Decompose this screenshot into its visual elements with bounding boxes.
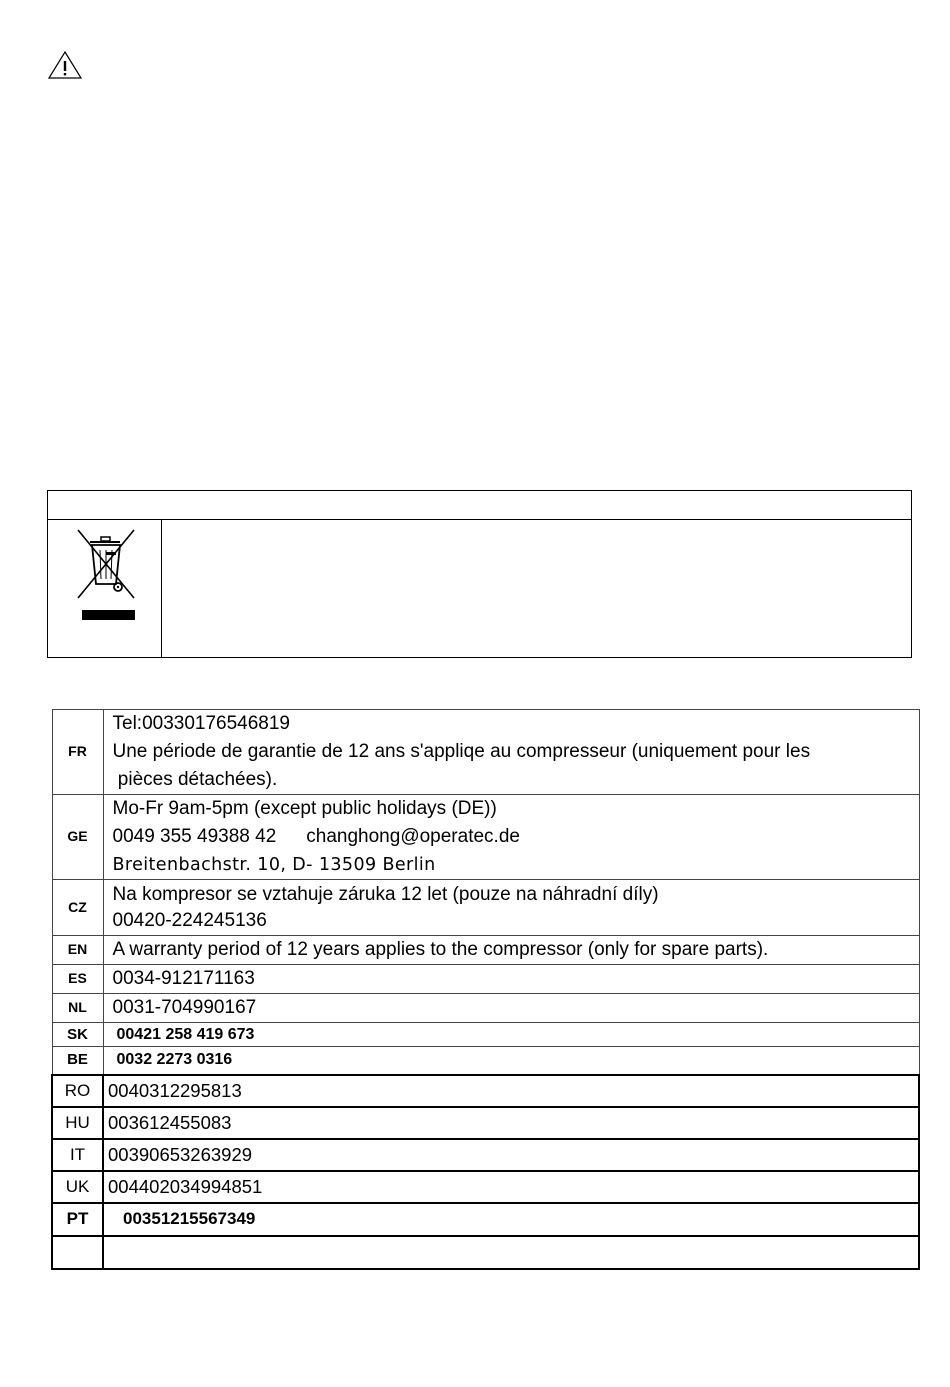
country-code: UK xyxy=(65,1176,90,1196)
contact-info-cell xyxy=(103,1236,919,1269)
country-code: SK xyxy=(67,1025,88,1043)
country-code: NL xyxy=(68,999,87,1015)
phone-number: 00421 258 419 673 xyxy=(116,1025,255,1043)
info-line: A warranty period of 12 years applies to the compressor (only for spare parts). xyxy=(112,939,769,960)
table-row xyxy=(52,1047,919,1075)
info-line: 0031-704990167 xyxy=(112,997,257,1018)
info-line: Mo-Fr 9am-5pm (except public holidays (DE)) xyxy=(112,798,497,819)
disposal-info-body xyxy=(48,520,911,657)
table-row xyxy=(52,1236,919,1269)
country-code-cell xyxy=(52,710,103,795)
warning-icon xyxy=(47,50,83,80)
phone-number: 0040312295813 xyxy=(108,1079,242,1101)
table-row xyxy=(52,1107,919,1139)
contact-info-cell xyxy=(103,710,919,795)
table-row xyxy=(52,710,919,795)
country-code: RO xyxy=(64,1080,91,1100)
contact-info-cell xyxy=(103,795,919,880)
info-line: Tel:00330176546819 xyxy=(112,713,291,734)
table-row xyxy=(52,994,919,1023)
disposal-icon-cell xyxy=(48,520,162,657)
contact-info-cell xyxy=(103,1171,919,1203)
country-code-cell xyxy=(52,795,103,880)
info-line xyxy=(113,823,919,851)
crossed-out-bin-icon xyxy=(74,526,138,626)
country-code-cell xyxy=(52,1023,103,1047)
contact-info-cell xyxy=(103,994,919,1023)
contact-info-cell xyxy=(103,1075,919,1107)
country-code-cell xyxy=(52,1139,103,1171)
country-code-cell xyxy=(52,965,103,994)
contact-info-cell xyxy=(103,1203,919,1236)
country-code-cell xyxy=(52,880,103,936)
country-code: FR xyxy=(68,743,87,759)
contact-info-cell xyxy=(103,1047,919,1075)
table-row xyxy=(52,1075,919,1107)
country-code: GE xyxy=(67,828,88,844)
country-code-cell xyxy=(52,1203,103,1236)
info-line: Une période de garantie de 12 ans s'appliqe au compresseur (uniquement pour les xyxy=(112,741,811,762)
info-line: Breitenbachstr. 10, D- 13509 Berlin xyxy=(112,855,436,875)
disposal-info-header xyxy=(48,491,911,520)
disposal-info-box xyxy=(47,490,912,658)
info-line: 0034-912171163 xyxy=(112,968,255,989)
info-line: pièces détachées). xyxy=(112,769,278,790)
phone-number: 0049 355 49388 42 xyxy=(112,826,277,847)
country-code-cell xyxy=(52,1236,103,1269)
country-code: CZ xyxy=(68,898,87,915)
phone-number: 003612455083 xyxy=(108,1111,232,1133)
table-row xyxy=(52,880,919,936)
contact-table xyxy=(51,709,920,1270)
table-row xyxy=(52,1203,919,1236)
contact-info-cell xyxy=(103,965,919,994)
phone-number: 00390653263929 xyxy=(108,1143,253,1165)
contact-info-cell xyxy=(103,1139,919,1171)
table-row xyxy=(52,1139,919,1171)
country-code-cell xyxy=(52,994,103,1023)
country-code: HU xyxy=(65,1112,90,1132)
country-code-cell xyxy=(52,1107,103,1139)
country-code: PT xyxy=(66,1209,89,1228)
country-code-cell xyxy=(52,936,103,965)
phone-number: 004402034994851 xyxy=(108,1175,263,1197)
phone-number: 0032 2273 0316 xyxy=(116,1051,233,1069)
table-row xyxy=(52,1171,919,1203)
table-row xyxy=(52,936,919,965)
table-row xyxy=(52,795,919,880)
email-address: changhong@operatec.de xyxy=(306,826,520,847)
contact-info-cell xyxy=(103,1023,919,1047)
contact-info-cell xyxy=(103,1107,919,1139)
country-code-cell xyxy=(52,1171,103,1203)
contact-info-cell xyxy=(103,880,919,936)
country-code-cell xyxy=(52,1047,103,1075)
country-code: BE xyxy=(67,1051,88,1069)
info-line: Na kompresor se vztahuje záruka 12 let (pouze na náhradní díly) xyxy=(112,883,659,905)
phone-number: 00351215567349 xyxy=(123,1209,256,1228)
country-code: IT xyxy=(69,1144,86,1164)
info-line: 00420-224245136 xyxy=(112,909,267,931)
country-code-cell xyxy=(52,1075,103,1107)
country-code: EN xyxy=(67,941,88,957)
table-row xyxy=(52,1023,919,1047)
table-row xyxy=(52,965,919,994)
country-code: ES xyxy=(68,970,87,986)
contact-info-cell xyxy=(103,936,919,965)
